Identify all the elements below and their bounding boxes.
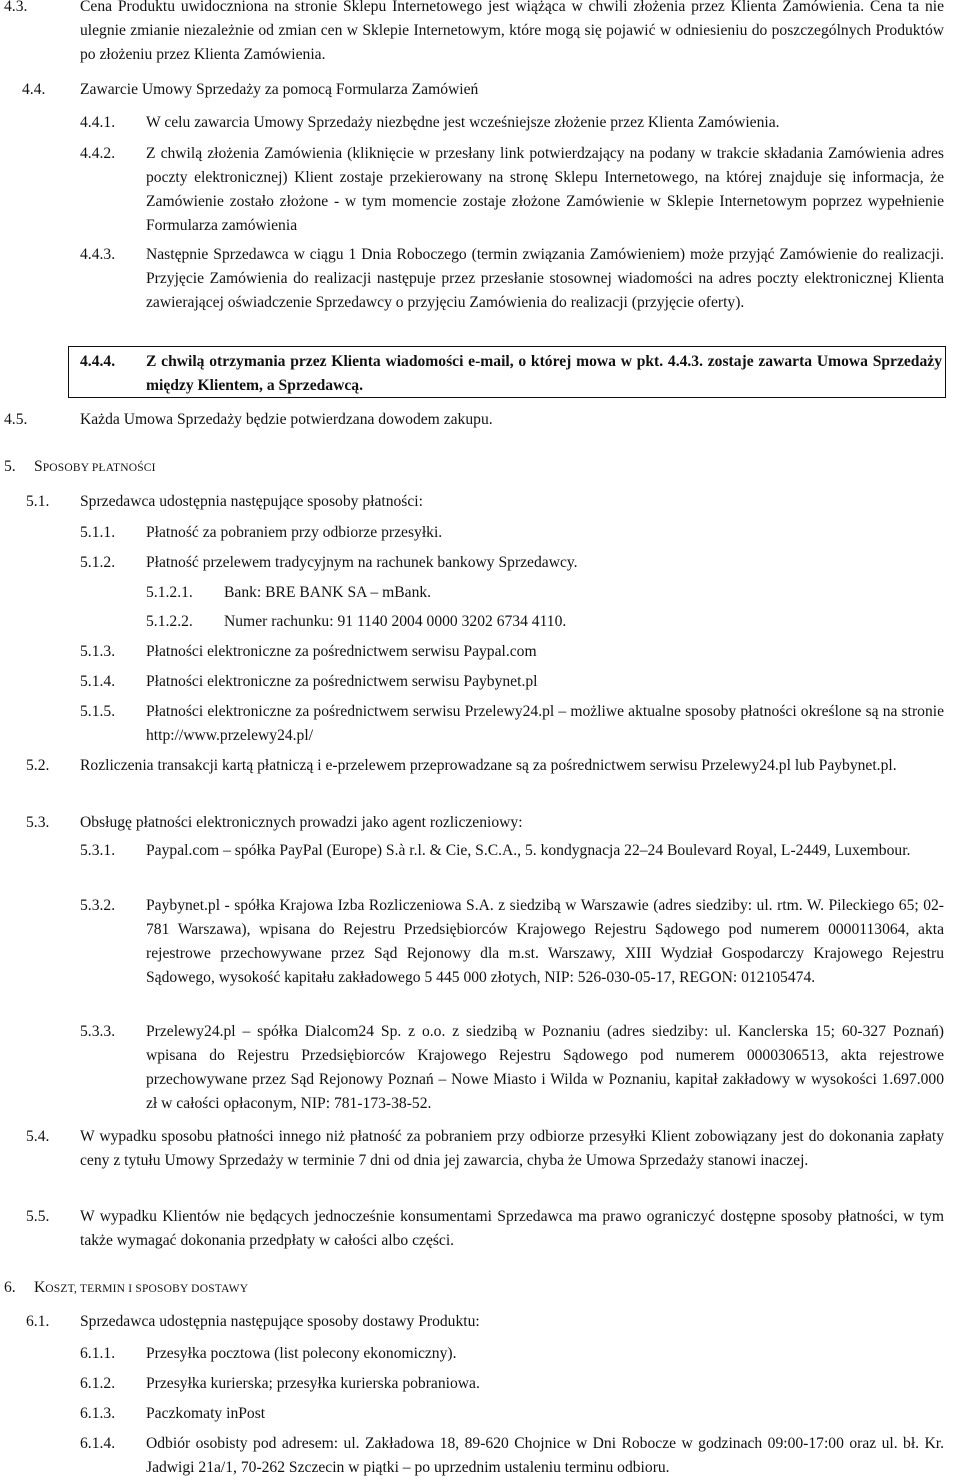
clause-text: Płatności elektroniczne za pośrednictwem serwisu Paypal.com <box>146 643 537 660</box>
clause-text: Przesyłka kurierska; przesyłka kurierska pobraniowa. <box>146 1375 480 1392</box>
clause-text: Przelewy24.pl – spółka Dialcom24 Sp. z o.o. z siedzibą w Poznaniu (adres siedziby: ul. Kanclerska 15; 60-327 Poznań) wpisana do Rejestru Przedsiębiorców Krajowego Rejestru Sądowego pod numerem 0000306513, akta rejestrowe przechowywane przez Sąd Rejonowy Poznań – Nowe Miasto i Wilda w Poznaniu, kapitał zakładowy w wysokości 1.697.000 zł w całości opłaconym, NIP: 781-173-38-52. <box>146 1023 944 1112</box>
clause-number: 5.1.5. <box>80 703 116 720</box>
clause-number: 5.3.3. <box>80 1023 116 1040</box>
clause-number: 6.1.4. <box>80 1435 116 1452</box>
clause-text: Numer rachunku: 91 1140 2004 0000 3202 6734 4110. <box>224 613 567 630</box>
clause-number: 5.3. <box>26 814 50 831</box>
clause-number: 5.1.2. <box>80 554 116 571</box>
clause-text: Płatności elektroniczne za pośrednictwem serwisu Przelewy24.pl – możliwe aktualne sposoby płatności określone są na stronie http://www.przelewy24.pl/ <box>146 703 944 744</box>
clause-text: Rozliczenia transakcji kartą płatniczą i e-przelewem przeprowadzane są za pośrednictwem serwisu Przelewy24.pl lub Paybynet.pl. <box>80 757 897 774</box>
clause-text: Cena Produktu uwidoczniona na stronie Sklepu Internetowego jest wiążąca w chwili złożenia przez Klienta Zamówienia. Cena ta nie ulegnie zmianie niezależnie od zmian cen w Sklepie Internetowym, które mogą się pojawić w odniesieniu do poszczególnych Produktów po złożeniu przez Klienta Zamówienia. <box>80 0 944 63</box>
clause-number: 6.1.1. <box>80 1345 116 1362</box>
clause-number: 5.1.3. <box>80 643 116 660</box>
clause-text: Bank: BRE BANK SA – mBank. <box>224 584 432 601</box>
clause-text: Każda Umowa Sprzedaży będzie potwierdzana dowodem zakupu. <box>80 411 493 428</box>
clause-number: 5.1.4. <box>80 673 116 690</box>
clause-text: Płatność za pobraniem przy odbiorze przesyłki. <box>146 524 443 541</box>
clause-number: 4.4.1. <box>80 114 116 131</box>
clause-text: Paczkomaty inPost <box>146 1405 266 1422</box>
section-number: 5. <box>4 458 16 475</box>
clause-text: Następnie Sprzedawca w ciągu 1 Dnia Roboczego (termin związania Zamówieniem) może przyjąć Zamówienie do realizacji. Przyjęcie Zamówienia do realizacji następuje przez przesłanie stosownej wiadomości na adres poczty elektronicznej Klienta zawierającej oświadczenie Sprzedawcy o przyjęciu Zamówienia do realizacji (przyjęcie oferty). <box>146 246 944 311</box>
clause-number: 4.4.3. <box>80 246 116 263</box>
clause-text: Sprzedawca udostępnia następujące sposoby płatności: <box>80 493 423 510</box>
clause-text: W wypadku sposobu płatności innego niż płatność za pobraniem przy odbiorze przesyłki Klient zobowiązany jest do dokonania zapłaty ceny z tytułu Umowy Sprzedaży w terminie 7 dni od dnia jej zawarcia, chyba że Umowa Sprzedaży stanowi inaczej. <box>80 1128 944 1169</box>
clause-number: 5.1.1. <box>80 524 116 541</box>
clause-number: 5.2. <box>26 757 50 774</box>
clause-number: 5.3.2. <box>80 897 116 914</box>
clause-number: 5.1.2.1. <box>146 584 193 601</box>
clause-text: W celu zawarcia Umowy Sprzedaży niezbędne jest wcześniejsze złożenie przez Klienta Zamówienia. <box>146 114 780 131</box>
clause-text: Obsługę płatności elektronicznych prowadzi jako agent rozliczeniowy: <box>80 814 523 831</box>
clause-text: W wypadku Klientów nie będących jednocześnie konsumentami Sprzedawca ma prawo ograniczyć dostępne sposoby płatności, w tym także wymagać dokonania przedpłaty w całości albo części. <box>80 1208 944 1249</box>
section-number: 6. <box>4 1279 16 1296</box>
clause-number: 5.5. <box>26 1208 50 1225</box>
clause-heading: Zawarcie Umowy Sprzedaży za pomocą Formularza Zamówień <box>80 81 479 98</box>
clause-number: 4.4.4. <box>80 353 116 370</box>
clause-number: 4.5. <box>4 411 28 428</box>
clause-number: 5.1. <box>26 493 50 510</box>
clause-number: 5.3.1. <box>80 842 116 859</box>
clause-text: Sprzedawca udostępnia następujące sposoby dostawy Produktu: <box>80 1313 480 1330</box>
clause-text: Odbiór osobisty pod adresem: ul. Zakładowa 18, 89-620 Chojnice w Dni Robocze w godzinach 09:00-17:00 oraz ul. bł. Kr. Jadwigi 21a/1, 70-262 Szczecin w piątki – po uprzednim ustaleniu terminu odbioru. <box>146 1435 944 1476</box>
clause-text: Z chwilą otrzymania przez Klienta wiadomości e-mail, o której mowa w pkt. 4.4.3. zostaje zawarta Umowa Sprzedaży między Klientem, a Sprzedawcą. <box>146 353 942 394</box>
clause-number: 6.1.2. <box>80 1375 116 1392</box>
clause-text: Paypal.com – spółka PayPal (Europe) S.à r.l. & Cie, S.C.A., 5. kondygnacja 22–24 Boulevard Royal, L-2449, Luxembour. <box>146 842 911 859</box>
clause-number: 4.3. <box>4 0 28 15</box>
clause-text: Płatność przelewem tradycyjnym na rachunek bankowy Sprzedawcy. <box>146 554 578 571</box>
clause-text: Paybynet.pl - spółka Krajowa Izba Rozliczeniowa S.A. z siedzibą w Warszawie (adres siedziby: ul. rtm. W. Pileckiego 65; 02-781 Warszawa), wpisana do Rejestru Przedsiębiorców Krajowego Rejestru Sądowego pod numerem 0000113064, akta rejestrowe przechowywane przez Sąd Rejonowy dla m.st. Warszawy, XIII Wydział Gospodarczy Krajowego Rejestru Sądowego, wysokość kapitału zakładowego 5 445 000 złotych, NIP: 526-030-05-17, REGON: 012105474. <box>146 897 944 986</box>
clause-number: 6.1.3. <box>80 1405 116 1422</box>
clause-number: 5.4. <box>26 1128 50 1145</box>
section-title: KOSZT, TERMIN I SPOSOBY DOSTAWY <box>34 1279 249 1296</box>
clause-text: Z chwilą złożenia Zamówienia (kliknięcie w przesłany link potwierdzający na podany w trakcie składania Zamówienia adres poczty elektronicznej) Klient zostaje przekierowany na stronę Sklepu Internetowego, na której znajduje się informacja, że Zamówienie zostało złożone - w tym momencie zostaje złożone Zamówienie w Sklepie Internetowym poprzez wypełnienie Formularza zamówienia <box>146 145 944 234</box>
clause-number: 4.4. <box>22 81 46 98</box>
clause-number: 5.1.2.2. <box>146 613 193 630</box>
section-title: SPOSOBY PŁATNOŚCI <box>34 458 156 475</box>
clause-number: 6.1. <box>26 1313 50 1330</box>
clause-text: Przesyłka pocztowa (list polecony ekonomiczny). <box>146 1345 457 1362</box>
clause-text: Płatności elektroniczne za pośrednictwem serwisu Paybynet.pl <box>146 673 538 690</box>
clause-number: 4.4.2. <box>80 145 116 162</box>
